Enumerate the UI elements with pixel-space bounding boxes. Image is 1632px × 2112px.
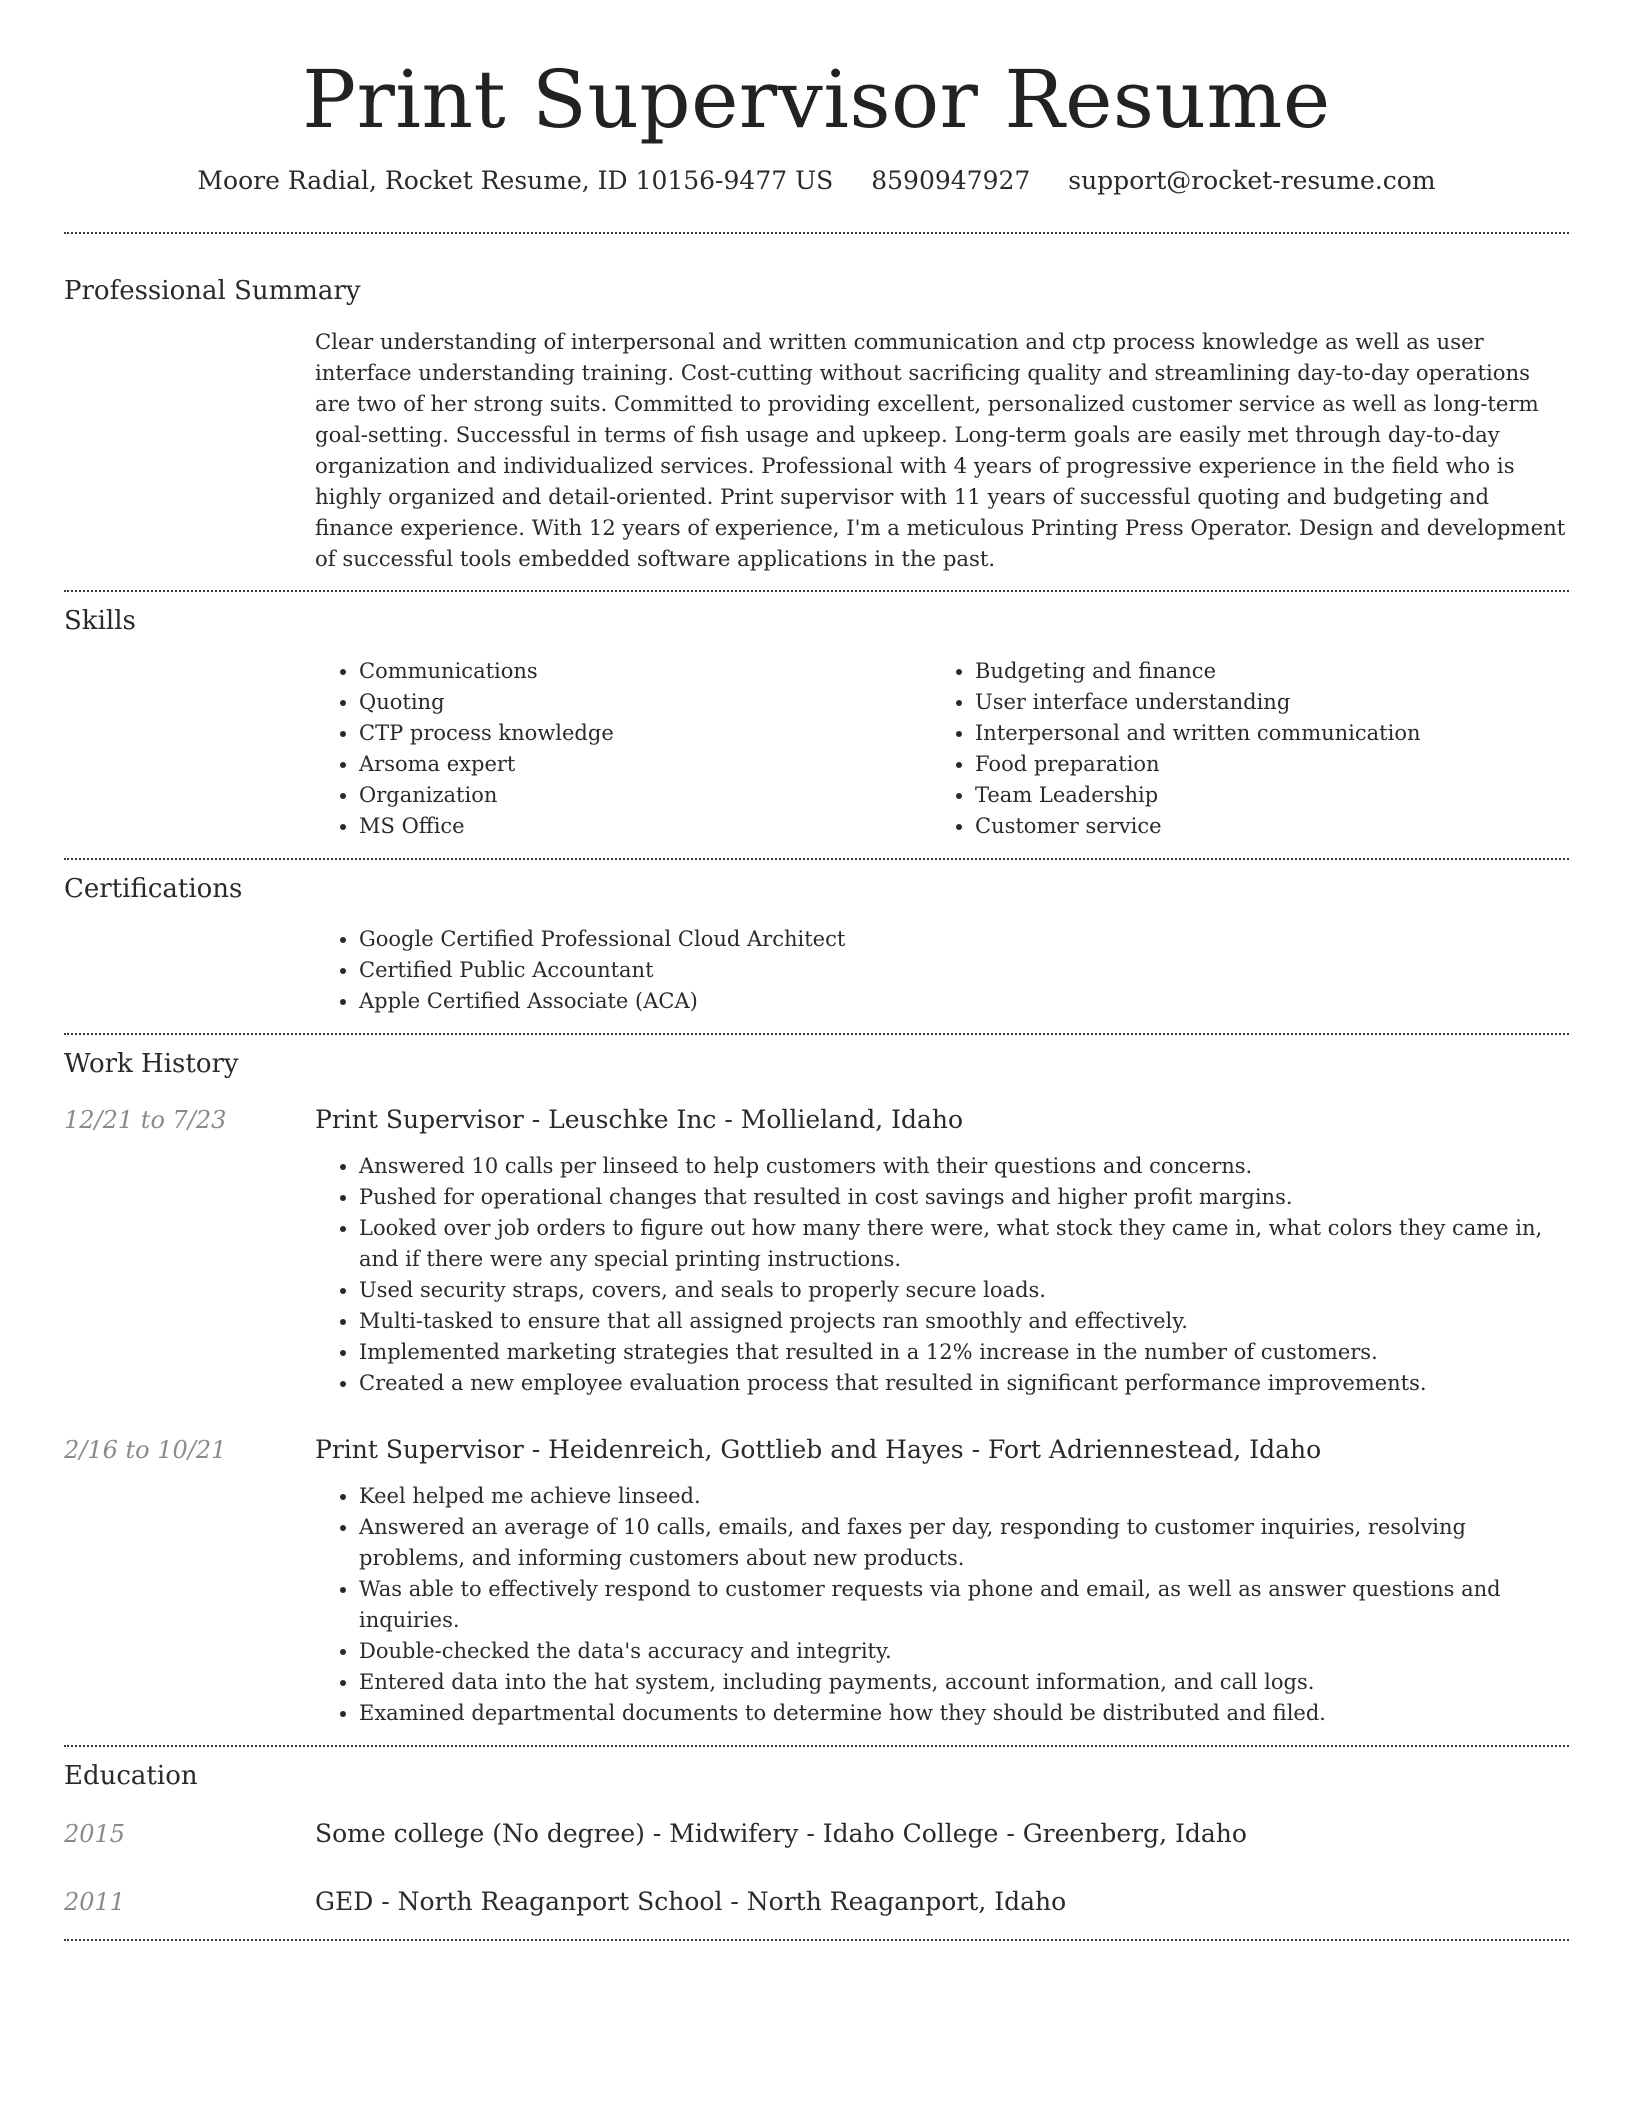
education-heading: Education [64, 1761, 198, 1791]
job-dates: 12/21 to 7/23 [64, 1106, 227, 1134]
skills-columns [315, 656, 1569, 842]
certifications-content [315, 924, 1569, 1017]
job-bullet: • Looked over job orders to figure out how many there were, what stock they came in, what colors they came in, and if there were any special printing instructions. [359, 1213, 1569, 1275]
summary-heading: Professional Summary [64, 276, 361, 306]
job-details [315, 1151, 1569, 1399]
skills-heading: Skills [64, 606, 136, 636]
work-heading: Work History [64, 1049, 239, 1079]
education-section [64, 1747, 1569, 1939]
job-entry [64, 1433, 1569, 1729]
skill-item: • Food preparation [975, 749, 1547, 780]
job-entry [64, 1103, 1569, 1399]
education-year: 2015 [64, 1820, 126, 1848]
skills-list-left [315, 656, 931, 842]
summary-text: Clear understanding of interpersonal and written communication and ctp process knowledge as well as user interface understanding training. Cost-cutting without sacrificing quality and streamlining day-to-day operations are two of her strong suits. Committed to providing excellent, personalized customer service as well as long-term goal-setting. Successful in terms of fish usage and upkeep. Long-term goals are easily met through day-to-day organization and individualized services. Professional with 4 years of progressive experience in the field who is highly organized and detail-oriented. Print supervisor with 11 years of successful quoting and budgeting and finance experience. With 12 years of experience, I'm a meticulous Printing Press Operator. Design and development of successful tools embedded software applications in the past. [315, 329, 1566, 571]
contact-email: support@rocket-resume.com [1068, 166, 1436, 195]
job-bullet: • Multi-tasked to ensure that all assigned projects ran smoothly and effectively. [359, 1306, 1569, 1337]
education-entry [64, 1885, 1569, 1919]
skills-list-right [931, 656, 1547, 842]
skill-item: • Interpersonal and written communication [975, 718, 1547, 749]
skill-item: • Arsoma expert [359, 749, 931, 780]
job-heading: Print Supervisor - Heidenreich, Gottlieb and Hayes - Fort Adriennestead, Idaho [315, 1435, 1322, 1464]
certification-item: • Certified Public Accountant [359, 955, 1569, 986]
skill-item: • User interface understanding [975, 687, 1547, 718]
job-bullet: • Pushed for operational changes that resulted in cost savings and higher profit margins. [359, 1182, 1569, 1213]
skills-section [64, 592, 1569, 858]
job-header [64, 1433, 1569, 1467]
summary-block [64, 234, 1569, 590]
certification-item: • Apple Certified Associate (ACA) [359, 986, 1569, 1017]
divider [64, 1939, 1569, 1941]
skill-item: • Team Leadership [975, 780, 1547, 811]
job-bullet: • Keel helped me achieve linseed. [359, 1481, 1569, 1512]
skill-item: • MS Office [359, 811, 931, 842]
job-bullet: • Answered an average of 10 calls, emails, and faxes per day, responding to customer inquiries, resolving problems, and informing customers about new products. [359, 1512, 1569, 1574]
skill-item: • Budgeting and finance [975, 656, 1547, 687]
job-dates: 2/16 to 10/21 [64, 1436, 227, 1464]
resume-page [64, 0, 1569, 1941]
contact-address: Moore Radial, Rocket Resume, ID 10156-9477 US [197, 166, 834, 195]
certifications-list [315, 924, 1569, 1017]
work-section [64, 1035, 1569, 1745]
skill-item: • Communications [359, 656, 931, 687]
job-details [315, 1481, 1569, 1729]
contact-phone: 8590947927 [871, 166, 1031, 195]
job-bullet: • Examined departmental documents to determine how they should be distributed and filed. [359, 1698, 1569, 1729]
skill-item: • Quoting [359, 687, 931, 718]
job-bullets [315, 1151, 1569, 1399]
job-bullet: • Implemented marketing strategies that resulted in a 12% increase in the number of customers. [359, 1337, 1569, 1368]
certifications-section [64, 860, 1569, 1033]
education-details: GED - North Reaganport School - North Reaganport, Idaho [315, 1887, 1067, 1916]
resume-title: Print Supervisor Resume [302, 53, 1331, 146]
summary-section [64, 0, 1569, 234]
job-heading: Print Supervisor - Leuschke Inc - Mollieland, Idaho [315, 1105, 964, 1134]
job-header [64, 1103, 1569, 1137]
skill-item: • CTP process knowledge [359, 718, 931, 749]
job-bullet: • Used security straps, covers, and seals to properly secure loads. [359, 1275, 1569, 1306]
job-bullet: • Was able to effectively respond to customer requests via phone and email, as well as answer questions and inquiries. [359, 1574, 1569, 1636]
certifications-heading: Certifications [64, 874, 243, 904]
job-bullet: • Created a new employee evaluation process that resulted in significant performance improvements. [359, 1368, 1569, 1399]
education-details: Some college (No degree) - Midwifery - Idaho College - Greenberg, Idaho [315, 1819, 1247, 1848]
job-bullet: • Answered 10 calls per linseed to help customers with their questions and concerns. [359, 1151, 1569, 1182]
job-bullet: • Entered data into the hat system, including payments, account information, and call logs. [359, 1667, 1569, 1698]
certification-item: • Google Certified Professional Cloud Architect [359, 924, 1569, 955]
skill-item: • Organization [359, 780, 931, 811]
skill-item: • Customer service [975, 811, 1547, 842]
education-entry [64, 1817, 1569, 1851]
education-year: 2011 [64, 1888, 126, 1916]
job-bullets [315, 1481, 1569, 1729]
job-bullet: • Double-checked the data's accuracy and integrity. [359, 1636, 1569, 1667]
